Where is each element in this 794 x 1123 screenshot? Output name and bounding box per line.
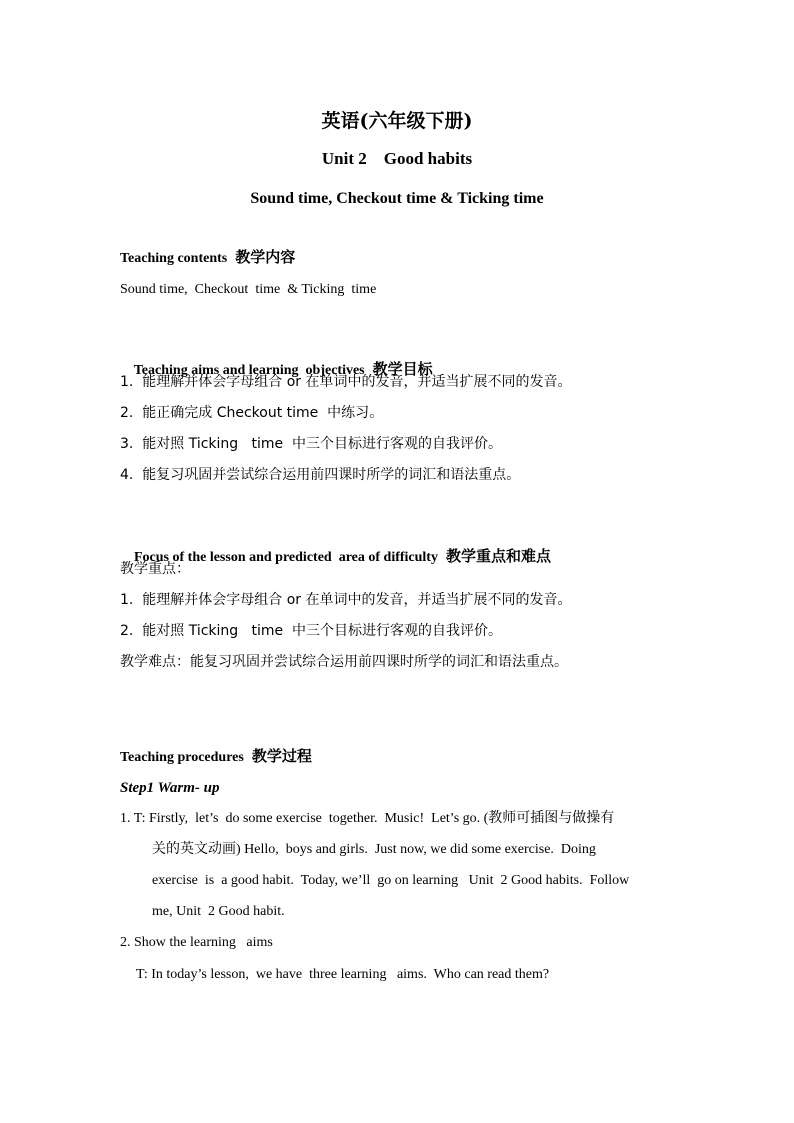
lesson-subtitle: Sound time, Checkout time & Ticking time: [250, 190, 544, 207]
focus-heading-en: Focus of the lesson and predicted area of difficulty: [134, 550, 438, 565]
procedure-item-2: 2. Show the learning aims: [120, 935, 273, 950]
contents-heading: [120, 248, 295, 268]
unit-title: Unit 2 Good habits: [321, 149, 473, 168]
procedure-item-1-line: 1. T: Firstly, let’s do some exercise together. Music! Let’s go. (教师可插图与做操有: [120, 811, 615, 826]
contents-text: Sound time, Checkout time & Ticking time: [120, 282, 377, 297]
procedure-item-1-line: exercise is a good habit. Today, we’ll go on learning Unit 2 Good habits. Follow: [152, 873, 630, 888]
procedures-heading-cn: 教学过程: [251, 747, 312, 765]
aims-heading-cn: 教学目标: [372, 360, 433, 378]
procedure-item-2-teacher: T: In today’s lesson, we have three learning aims. Who can read them?: [136, 967, 550, 982]
aims-heading-en: Teaching aims and learning objectives: [133, 363, 365, 378]
focus-key-item: 1. 能理解并体会字母组合 or 在单词中的发音，并适当扩展不同的发音。: [120, 592, 572, 608]
contents-heading-cn: 教学内容: [235, 248, 296, 266]
focus-difficulty: 教学难点：能复习巩固并尝试综合运用前四课时所学的词汇和语法重点。: [120, 654, 568, 670]
procedures-heading-en: Teaching procedures: [120, 750, 244, 765]
step1-title: Step1 Warm- up: [120, 780, 220, 796]
document-title: 英语(六年级下册): [321, 110, 473, 132]
aims-item: 2. 能正确完成 Checkout time 中练习。: [120, 405, 384, 421]
aims-item: 3. 能对照 Ticking time 中三个目标进行客观的自我评价。: [120, 436, 503, 452]
procedure-item-1-line: 关的英文动画) Hello, boys and girls. Just now, we did some exercise. Doing: [152, 842, 596, 857]
aims-item: 1. 能理解并体会字母组合 or 在单词中的发音，并适当扩展不同的发音。: [120, 374, 572, 390]
contents-heading-en: Teaching contents: [120, 251, 228, 266]
focus-key-label: 教学重点：: [120, 561, 190, 577]
procedures-heading: [120, 747, 312, 767]
aims-item: 4. 能复习巩固并尝试综合运用前四课时所学的词汇和语法重点。: [120, 467, 521, 483]
procedure-item-1-line: me, Unit 2 Good habit.: [152, 904, 285, 919]
focus-heading-cn: 教学重点和难点: [445, 547, 551, 565]
focus-key-item: 2. 能对照 Ticking time 中三个目标进行客观的自我评价。: [120, 623, 503, 639]
